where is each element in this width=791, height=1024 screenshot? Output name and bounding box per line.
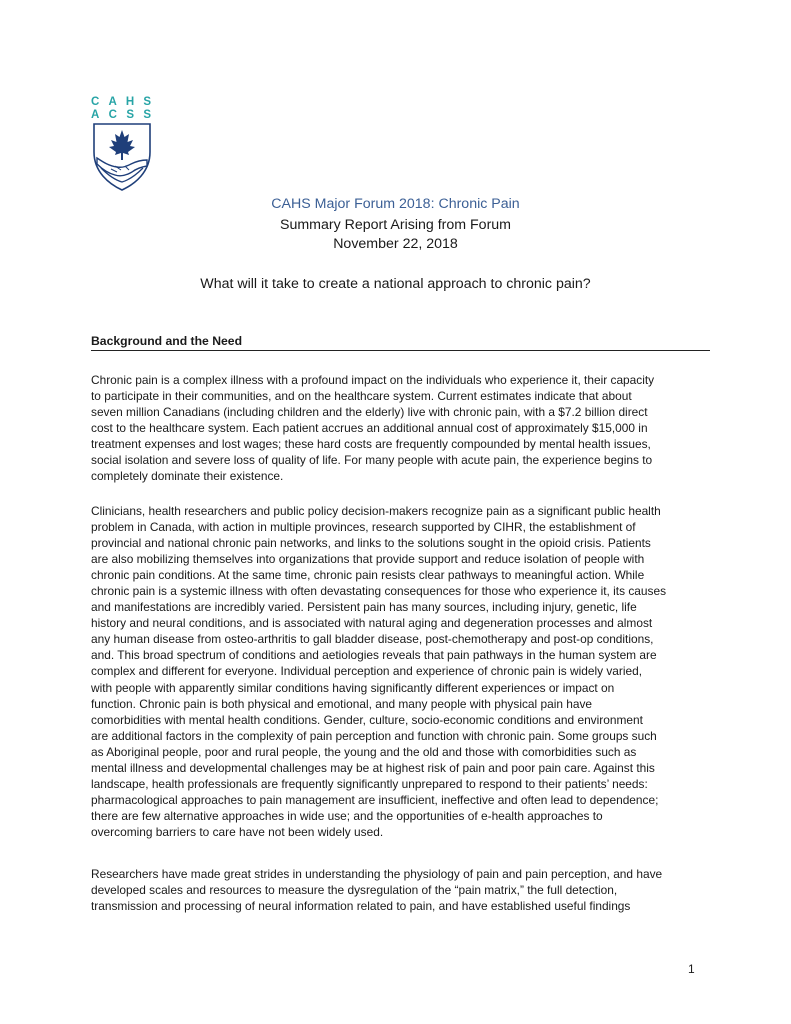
paragraph-line: Researchers have made great strides in understanding the physiology of pain and pain perception, and have (91, 867, 663, 881)
paragraph-line: there are few alternative approaches in wide use; and the opportunities of e-health approaches to (91, 808, 603, 823)
paragraph-line: chronic pain conditions. At the same time, chronic pain resists clear pathways to meaningful action. While (91, 568, 645, 583)
paragraph-line: landscape, health professionals are frequently significantly unprepared to respond to their patients’ needs: (91, 776, 648, 791)
section-heading: Background and the Need (91, 334, 243, 348)
paragraph-line: completely dominate their existence. (91, 469, 284, 484)
paragraph-line: cost to the healthcare system. Each patient accrues an additional annual cost of approximately $15,000 in (91, 421, 648, 436)
logo-line-1: C A H S (91, 96, 151, 108)
paragraph-line: are additional factors in the complexity of pain perception and function with chronic pain. Some groups such (91, 728, 657, 743)
section-divider (91, 350, 710, 351)
paragraph-line: provincial and national chronic pain networks, and links to the solutions sought in the opioid crisis. Patients (91, 536, 651, 551)
forum-title: CAHS Major Forum 2018: Chronic Pain (271, 196, 520, 212)
report-date: November 22, 2018 (333, 236, 458, 252)
paragraph-line: are also mobilizing themselves into organizations that provide support and reduce isolation of people with (91, 552, 645, 567)
paragraph-line: and manifestations are incredibly varied. Persistent pain has many sources, including injury, genetic, life (91, 600, 637, 615)
paragraph-line: Clinicians, health researchers and public policy decision-makers recognize pain as a significant public health (91, 504, 661, 518)
paragraph-line: transmission and processing of neural information related to pain, and have established useful findings (91, 899, 631, 914)
paragraph-line: problem in Canada, with action in multiple provinces, research supported by CIHR, the establishment of (91, 520, 636, 535)
paragraph-line: to participate in their communities, and on the healthcare system. Current estimates indicate that about (91, 389, 632, 404)
paragraph-line: social isolation and severe loss of quality of life. For many people with acute pain, the experience begins to (91, 453, 653, 468)
paragraph-line: chronic pain is a systemic illness with often devastating consequences for those who experience it, its causes (91, 584, 667, 599)
logo-line-2: A C S S (91, 109, 151, 121)
shield-hands-maple-leaf-icon (91, 122, 153, 192)
paragraph-line: mental illness and developmental challenges may be at highest risk of pain and poor pain care. Against this (91, 760, 655, 775)
paragraph-2 (91, 503, 717, 840)
paragraph-line: Chronic pain is a complex illness with a profound impact on the individuals who experience it, their capacity (91, 373, 655, 387)
paragraph-line: pharmacological approaches to pain management are insufficient, ineffective and often lead to dependence; (91, 792, 659, 807)
paragraph-1 (91, 372, 717, 484)
paragraph-line: comorbidities with mental health conditions. Gender, culture, socio-economic conditions and environment (91, 712, 643, 727)
paragraph-line: with people with apparently similar conditions having significantly different experiences or impact on (91, 680, 615, 695)
guiding-question: What will it take to create a national approach to chronic pain? (200, 276, 591, 292)
paragraph-line: developed scales and resources to measure the dysregulation of the “pain matrix,” the full detection, (91, 883, 618, 898)
paragraph-line: any human disease from osteo-arthritis to gall bladder disease, post-chemotherapy and post-op conditions, (91, 632, 654, 647)
paragraph-line: function. Chronic pain is both physical and emotional, and many people with physical pain have (91, 696, 593, 711)
report-subtitle: Summary Report Arising from Forum (280, 217, 511, 233)
paragraph-3 (91, 866, 717, 914)
page-number: 1 (688, 962, 695, 976)
paragraph-line: treatment expenses and lost wages; these hard costs are frequently compounded by mental health issues, (91, 437, 651, 452)
paragraph-line: overcoming barriers to care have not been widely used. (91, 824, 384, 839)
paragraph-line: history and neural conditions, and is associated with natural aging and degeneration processes and almost (91, 616, 653, 631)
cahs-logo (91, 96, 153, 192)
paragraph-line: complex and different for everyone. Individual perception and experience of chronic pain is widely varied, (91, 664, 643, 679)
paragraph-line: and. This broad spectrum of conditions and aetiologies reveals that pain pathways in the human system are (91, 648, 657, 663)
paragraph-line: as Aboriginal people, poor and rural people, the young and the old and those with comorbidities such as (91, 744, 637, 759)
paragraph-line: seven million Canadians (including children and the elderly) live with chronic pain, with a $7.2 billion direct (91, 405, 648, 420)
